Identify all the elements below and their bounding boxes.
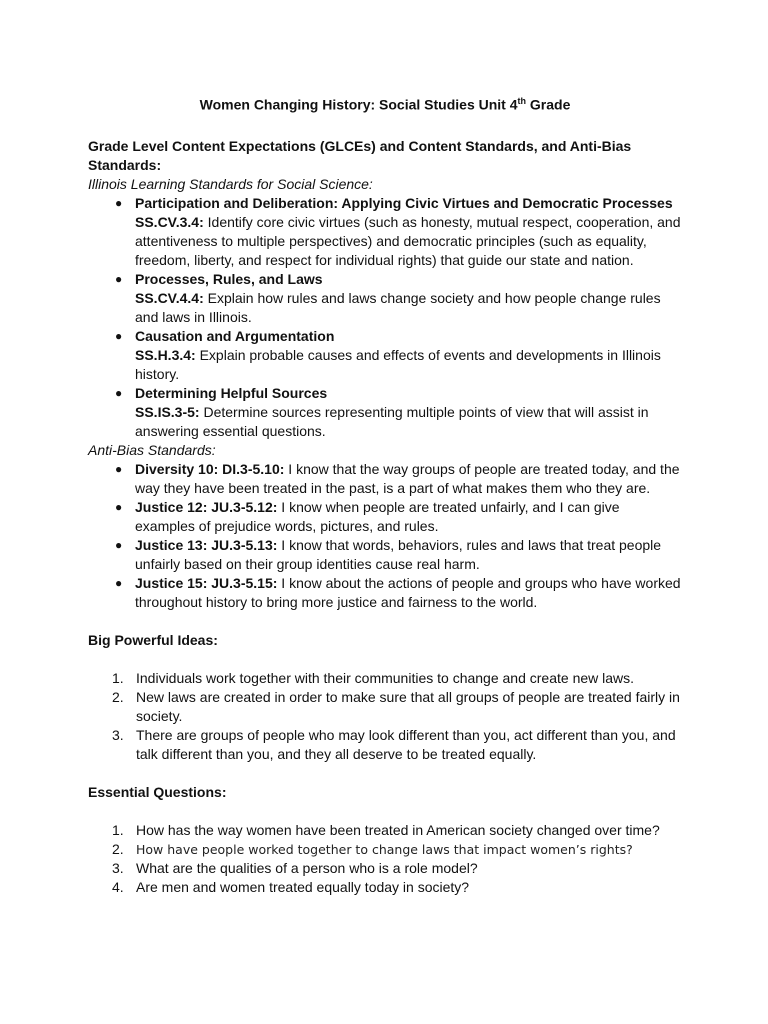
standard-text: I know about the actions of people and groups who have worked throughout history to bring more justice and fairness to the world. — [135, 574, 681, 610]
standard-heading: Participation and Deliberation: Applying Civic Virtues and Democratic Processes — [135, 194, 673, 211]
list-item — [115, 327, 682, 384]
bullet-icon: ● — [115, 195, 123, 210]
document-title — [88, 92, 682, 115]
big-ideas-list — [88, 669, 682, 764]
list-item — [115, 498, 682, 536]
item-number: 3. — [112, 859, 124, 876]
antibias-standards-list — [88, 460, 682, 612]
item-number: 1. — [112, 669, 124, 686]
standard-text: Identify core civic virtues (such as honesty, mutual respect, cooperation, and attentiveness to multiple perspectives) and democratic principles (such as equality, freedom, liberty, and respect for individual rights) that guide our state and nation. — [135, 213, 681, 268]
standard-heading: Causation and Argumentation — [135, 327, 335, 344]
item-number: 1. — [112, 821, 124, 838]
standard-text: I know that the way groups of people are treated today, and the way they have been treated in the past, is a part of what makes them who they are. — [135, 460, 680, 496]
list-item — [115, 270, 682, 327]
standard-code: Diversity 10: DI.3-5.10: — [135, 460, 285, 477]
standard-code: Justice 12: JU.3-5.12: — [135, 498, 278, 515]
antibias-label: Anti-Bias Standards: — [88, 441, 216, 458]
list-item — [112, 726, 682, 764]
standard-code: SS.H.3.4: — [135, 346, 196, 363]
illinois-standards-list — [88, 194, 682, 441]
list-item — [112, 878, 682, 897]
bullet-icon: ● — [115, 461, 123, 476]
standard-code: SS.IS.3-5: — [135, 403, 200, 420]
bullet-icon: ● — [115, 385, 123, 400]
standard-text: I know when people are treated unfairly, and I can give examples of prejudice words, pictures, and rules. — [135, 498, 620, 534]
title-text: Women Changing History: Social Studies Unit 4 — [199, 96, 518, 113]
item-text: How has the way women have been treated in American society changed over time? — [136, 821, 660, 838]
bullet-icon: ● — [115, 537, 123, 552]
essential-questions-heading: Essential Questions: — [88, 783, 227, 800]
item-text: New laws are created in order to make sure that all groups of people are treated fairly in society. — [136, 688, 680, 724]
bullet-icon: ● — [115, 575, 123, 590]
illinois-label: Illinois Learning Standards for Social Science: — [88, 175, 373, 192]
standard-code: SS.CV.3.4: — [135, 213, 204, 230]
list-item — [115, 536, 682, 574]
item-number: 2. — [112, 840, 124, 857]
list-item — [115, 460, 682, 498]
list-item — [115, 384, 682, 441]
essential-questions-list — [88, 821, 682, 897]
list-item — [112, 840, 682, 859]
big-ideas-heading: Big Powerful Ideas: — [88, 631, 218, 648]
bullet-icon: ● — [115, 499, 123, 514]
title-superscript: th — [517, 96, 527, 106]
standard-heading: Processes, Rules, and Laws — [135, 270, 323, 287]
item-text: There are groups of people who may look different than you, act different than you, and talk different than you, and they all deserve to be treated equally. — [136, 726, 676, 762]
list-item — [112, 821, 682, 840]
item-number: 2. — [112, 688, 124, 705]
item-text: What are the qualities of a person who is a role model? — [136, 859, 478, 876]
item-number: 3. — [112, 726, 124, 743]
list-item — [115, 574, 682, 612]
item-text: Are men and women treated equally today in society? — [136, 878, 470, 895]
item-text: How have people worked together to change laws that impact women’s rights? — [136, 841, 633, 857]
list-item — [112, 669, 682, 688]
list-item — [112, 688, 682, 726]
bullet-icon: ● — [115, 271, 123, 286]
standard-heading: Determining Helpful Sources — [135, 384, 328, 401]
standard-text: I know that words, behaviors, rules and laws that treat people unfairly based on their group identities cause real harm. — [135, 536, 662, 572]
standard-code: Justice 15: JU.3-5.15: — [135, 574, 278, 591]
standard-code: SS.CV.4.4: — [135, 289, 204, 306]
item-number: 4. — [112, 878, 124, 895]
item-text: Individuals work together with their communities to change and create new laws. — [136, 669, 635, 686]
standard-code: Justice 13: JU.3-5.13: — [135, 536, 278, 553]
standard-text: Explain probable causes and effects of events and developments in Illinois history. — [135, 346, 661, 382]
list-item — [115, 194, 682, 270]
list-item — [112, 859, 682, 878]
bullet-icon: ● — [115, 328, 123, 343]
glce-heading: Grade Level Content Expectations (GLCEs) and Content Standards, and Anti-Bias Standards: — [88, 137, 632, 173]
standard-text: Determine sources representing multiple points of view that will assist in answering essential questions. — [135, 403, 649, 439]
title-end: Grade — [526, 96, 571, 113]
standard-text: Explain how rules and laws change society and how people change rules and laws in Illinois. — [135, 289, 661, 325]
